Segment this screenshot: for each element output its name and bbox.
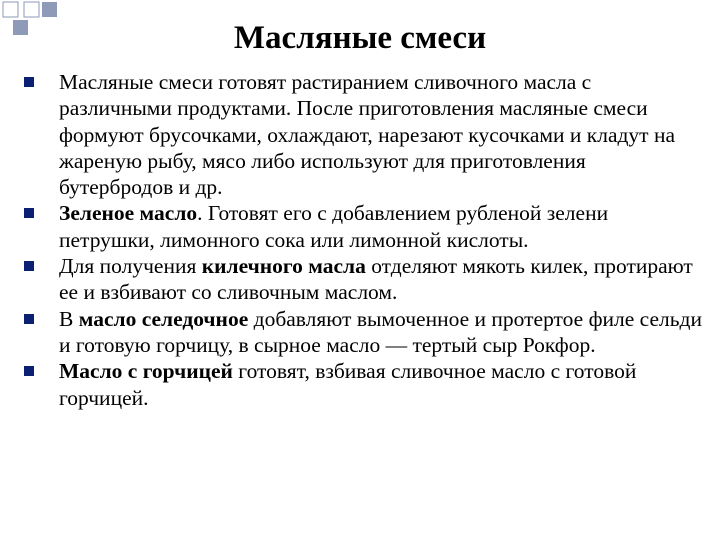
bullet-item bbox=[24, 358, 704, 411]
bullet-text bbox=[59, 201, 608, 251]
text-run: добавляют вымоченное и протертое филе сельди и готовую горчицу, в сырное масло — тертый сыр Рокфор. bbox=[59, 306, 702, 357]
text-run: Масляные смеси готовят растиранием сливочного масла с различными продуктами. После приготовления масляные смеси формуют брусочками, охлаждают, нарезают кусочками и кладут на жареную рыбу, мясо либо используют для приготовления бутербродов и др. bbox=[59, 70, 676, 200]
bullet-text bbox=[59, 307, 702, 357]
text-run: отделяют мякоть килек, протирают ее и взбивают со сливочным маслом. bbox=[59, 254, 693, 305]
text-run: В bbox=[59, 306, 79, 331]
bullet-item bbox=[24, 69, 704, 200]
text-run: . Готовят его с добавлением рубленой зелени петрушки, лимонного сока или лимонной кислоты. bbox=[59, 201, 609, 252]
bullet-item bbox=[24, 306, 704, 359]
bold-term: Масло с горчицей bbox=[59, 359, 233, 384]
square-bullet-icon bbox=[24, 77, 34, 87]
bullet-text bbox=[59, 254, 693, 304]
bullet-item bbox=[24, 200, 704, 253]
square-bullet-icon bbox=[24, 314, 34, 324]
text-run: Для получения bbox=[59, 254, 202, 279]
square-bullet-icon bbox=[24, 366, 34, 376]
bold-term: масло селедочное bbox=[78, 306, 249, 331]
bullet-text bbox=[59, 70, 675, 199]
slide-title: Масляные смеси bbox=[233, 20, 487, 56]
square-bullet-icon bbox=[24, 261, 34, 271]
bullet-text bbox=[59, 359, 636, 409]
bold-term: Зеленое масло bbox=[59, 201, 198, 226]
square-bullet-icon bbox=[24, 208, 34, 218]
bullet-list bbox=[24, 69, 704, 411]
bullet-item bbox=[24, 253, 704, 306]
bold-term: килечного масла bbox=[201, 254, 366, 279]
text-run: готовят, взбивая сливочное масло с готовой горчицей. bbox=[59, 359, 637, 410]
